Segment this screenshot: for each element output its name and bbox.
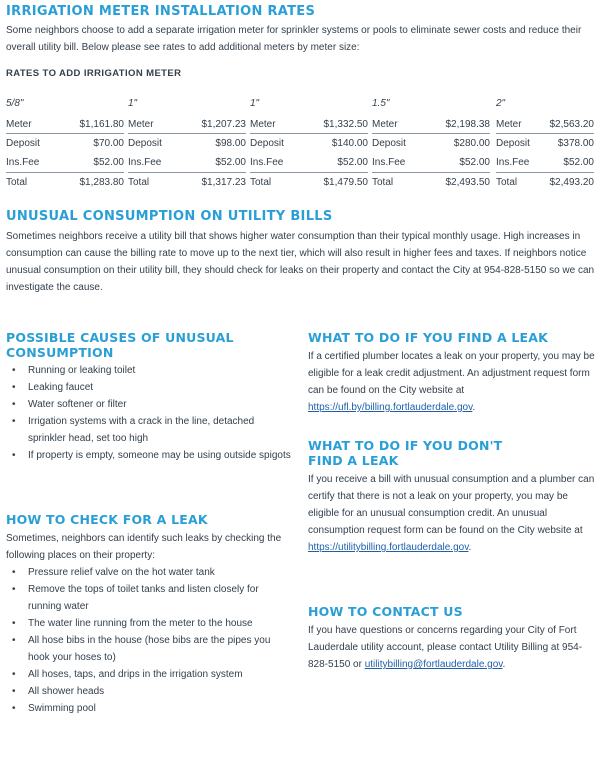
label: Deposit xyxy=(250,138,284,149)
value: $52.00 xyxy=(215,157,246,168)
meter-size: 1" xyxy=(128,98,138,109)
value: $52.00 xyxy=(337,157,368,168)
rate-column xyxy=(128,97,246,191)
label: Meter xyxy=(128,119,154,130)
label: Deposit xyxy=(496,138,530,149)
total-row xyxy=(372,172,490,191)
label: Total xyxy=(250,177,272,188)
label: Meter xyxy=(496,119,522,130)
deposit-row xyxy=(496,134,594,153)
find-leak-section xyxy=(308,330,596,416)
list-item: • Swimming pool xyxy=(6,700,291,717)
meter-size: 1" xyxy=(250,98,260,109)
meter-row xyxy=(496,115,594,134)
value: $378.00 xyxy=(557,138,594,149)
no-leak-section xyxy=(308,438,596,556)
label: Meter xyxy=(372,119,398,130)
paragraph: If you receive a bill with unusual consumption and a plumber can certify that there is not a leak on your property, you may be eligible for an unusual consumption credit. An unusual consumption request form can be found on the City website at xyxy=(308,474,595,536)
list-item: • All hose bibs in the house (hose bibs are the pipes you hook your hoses to) xyxy=(6,632,291,666)
meter-size: 5/8" xyxy=(6,98,24,109)
value: $1,317.23 xyxy=(201,177,246,188)
label: Deposit xyxy=(372,138,406,149)
label: Meter xyxy=(6,119,32,130)
rate-column xyxy=(372,97,490,191)
billing-website-link[interactable]: https://ufl.by/billing.fortlauderdale.gov xyxy=(308,402,473,413)
label: Ins.Fee xyxy=(372,157,406,168)
label: Ins.Fee xyxy=(128,157,162,168)
label: Total xyxy=(6,177,28,188)
label: Total xyxy=(372,177,394,188)
unusual-consumption-title: UNUSUAL CONSUMPTION ON UTILITY BILLS xyxy=(6,209,333,224)
period: . xyxy=(468,542,472,553)
deposit-row xyxy=(250,134,368,153)
utility-billing-link[interactable]: https://utilitybilling.fortlauderdale.gov xyxy=(308,542,469,553)
causes-list xyxy=(6,362,291,464)
label: Deposit xyxy=(128,138,162,149)
rates-table xyxy=(0,97,600,187)
ins-fee-row xyxy=(496,153,594,172)
title-line: CONSUMPTION xyxy=(6,345,114,360)
meter-row xyxy=(6,115,124,134)
period: . xyxy=(502,659,506,670)
page-title: IRRIGATION METER INSTALLATION RATES xyxy=(6,4,316,19)
label: Total xyxy=(496,177,518,188)
total-row xyxy=(6,172,124,191)
value: $2,493.50 xyxy=(445,177,490,188)
list-item: • All hoses, taps, and drips in the irrigation system xyxy=(6,666,291,683)
title-line: POSSIBLE CAUSES OF UNUSUAL xyxy=(6,330,234,345)
unusual-consumption-text: Sometimes neighbors receive a utility bill that shows higher water consumption than their typical monthly usage. High increases in consumption can cause the billing rate to move up to the next tier, which will also result in higher fees and taxes. If neighbors notice unusual consumption on their utility bill, they should check for leaks on their property and contact the City at 954-828-5150 so we can investigate the cause. xyxy=(6,231,595,293)
value: $70.00 xyxy=(93,138,124,149)
deposit-row xyxy=(6,134,124,153)
label: Ins.Fee xyxy=(250,157,284,168)
contact-section xyxy=(308,604,596,673)
total-row xyxy=(250,172,368,191)
contact-title: HOW TO CONTACT US xyxy=(308,604,463,619)
value: $2,198.38 xyxy=(445,119,490,130)
ins-fee-row xyxy=(250,153,368,172)
meter-row xyxy=(372,115,490,134)
meter-size: 1.5" xyxy=(372,98,390,109)
label: Ins.Fee xyxy=(6,157,40,168)
value: $280.00 xyxy=(453,138,490,149)
possible-causes-title xyxy=(6,330,291,360)
rate-column xyxy=(496,97,594,191)
no-leak-text xyxy=(308,471,596,556)
check-leak-intro: Sometimes, neighbors can identify such leaks by checking the following places on their property: xyxy=(6,533,282,561)
value: $140.00 xyxy=(331,138,368,149)
rate-column xyxy=(250,97,368,191)
list-item: • Remove the tops of toilet tanks and listen closely for running water xyxy=(6,581,291,615)
meter-row xyxy=(250,115,368,134)
deposit-row xyxy=(128,134,246,153)
contact-text xyxy=(308,622,596,673)
list-item: • Leaking faucet xyxy=(6,379,291,396)
find-leak-text xyxy=(308,348,596,416)
list-item: • Irrigation systems with a crack in the line, detached sprinkler head, set too high xyxy=(6,413,291,447)
value: $1,207.23 xyxy=(201,119,246,130)
period: . xyxy=(472,402,476,413)
paragraph: If you have questions or concerns regarding your City of Fort Lauderdale utility account, please contact Utility Billing at 954-828-5150 or xyxy=(308,625,583,670)
no-leak-title xyxy=(308,438,596,468)
title-line: FIND A LEAK xyxy=(308,453,399,468)
list-item: • All shower heads xyxy=(6,683,291,700)
value: $1,161.80 xyxy=(79,119,124,130)
list-item: • The water line running from the meter to the house xyxy=(6,615,291,632)
list-item: • Pressure relief valve on the hot water tank xyxy=(6,564,291,581)
value: $1,479.50 xyxy=(323,177,368,188)
list-item: • Running or leaking toilet xyxy=(6,362,291,379)
title-line: WHAT TO DO IF YOU DON'T xyxy=(308,438,503,453)
ins-fee-row xyxy=(372,153,490,172)
value: $2,563.20 xyxy=(549,119,594,130)
list-item: • Water softener or filter xyxy=(6,396,291,413)
value: $1,332.50 xyxy=(323,119,368,130)
label: Ins.Fee xyxy=(496,157,530,168)
email-link[interactable]: utilitybilling@fortlauderdale.gov xyxy=(364,659,503,670)
total-row xyxy=(128,172,246,191)
find-leak-title: WHAT TO DO IF YOU FIND A LEAK xyxy=(308,330,549,345)
list-item: • If property is empty, someone may be using outside spigots xyxy=(6,447,291,464)
rates-heading: RATES TO ADD IRRIGATION METER xyxy=(6,68,182,79)
value: $1,283.80 xyxy=(79,177,124,188)
ins-fee-row xyxy=(6,153,124,172)
meter-row xyxy=(128,115,246,134)
total-row xyxy=(496,172,594,191)
label: Meter xyxy=(250,119,276,130)
check-list xyxy=(6,564,291,717)
label: Deposit xyxy=(6,138,40,149)
rate-column xyxy=(6,97,124,191)
value: $2,493.20 xyxy=(549,177,594,188)
meter-size: 2" xyxy=(496,98,506,109)
value: $52.00 xyxy=(459,157,490,168)
ins-fee-row xyxy=(128,153,246,172)
value: $98.00 xyxy=(215,138,246,149)
label: Total xyxy=(128,177,150,188)
value: $52.00 xyxy=(563,157,594,168)
paragraph: If a certified plumber locates a leak on your property, you may be eligible for a leak credit adjustment. An adjustment request form can be found on the City website at xyxy=(308,351,595,396)
check-leak-section xyxy=(6,512,291,717)
value: $52.00 xyxy=(93,157,124,168)
check-leak-title: HOW TO CHECK FOR A LEAK xyxy=(6,512,208,527)
possible-causes-section xyxy=(6,330,291,464)
deposit-row xyxy=(372,134,490,153)
intro-text: Some neighbors choose to add a separate irrigation meter for sprinkler systems or pools to eliminate sewer costs and reduce their overall utility bill. Below please see rates to add additional meters by meter size: xyxy=(6,25,582,53)
